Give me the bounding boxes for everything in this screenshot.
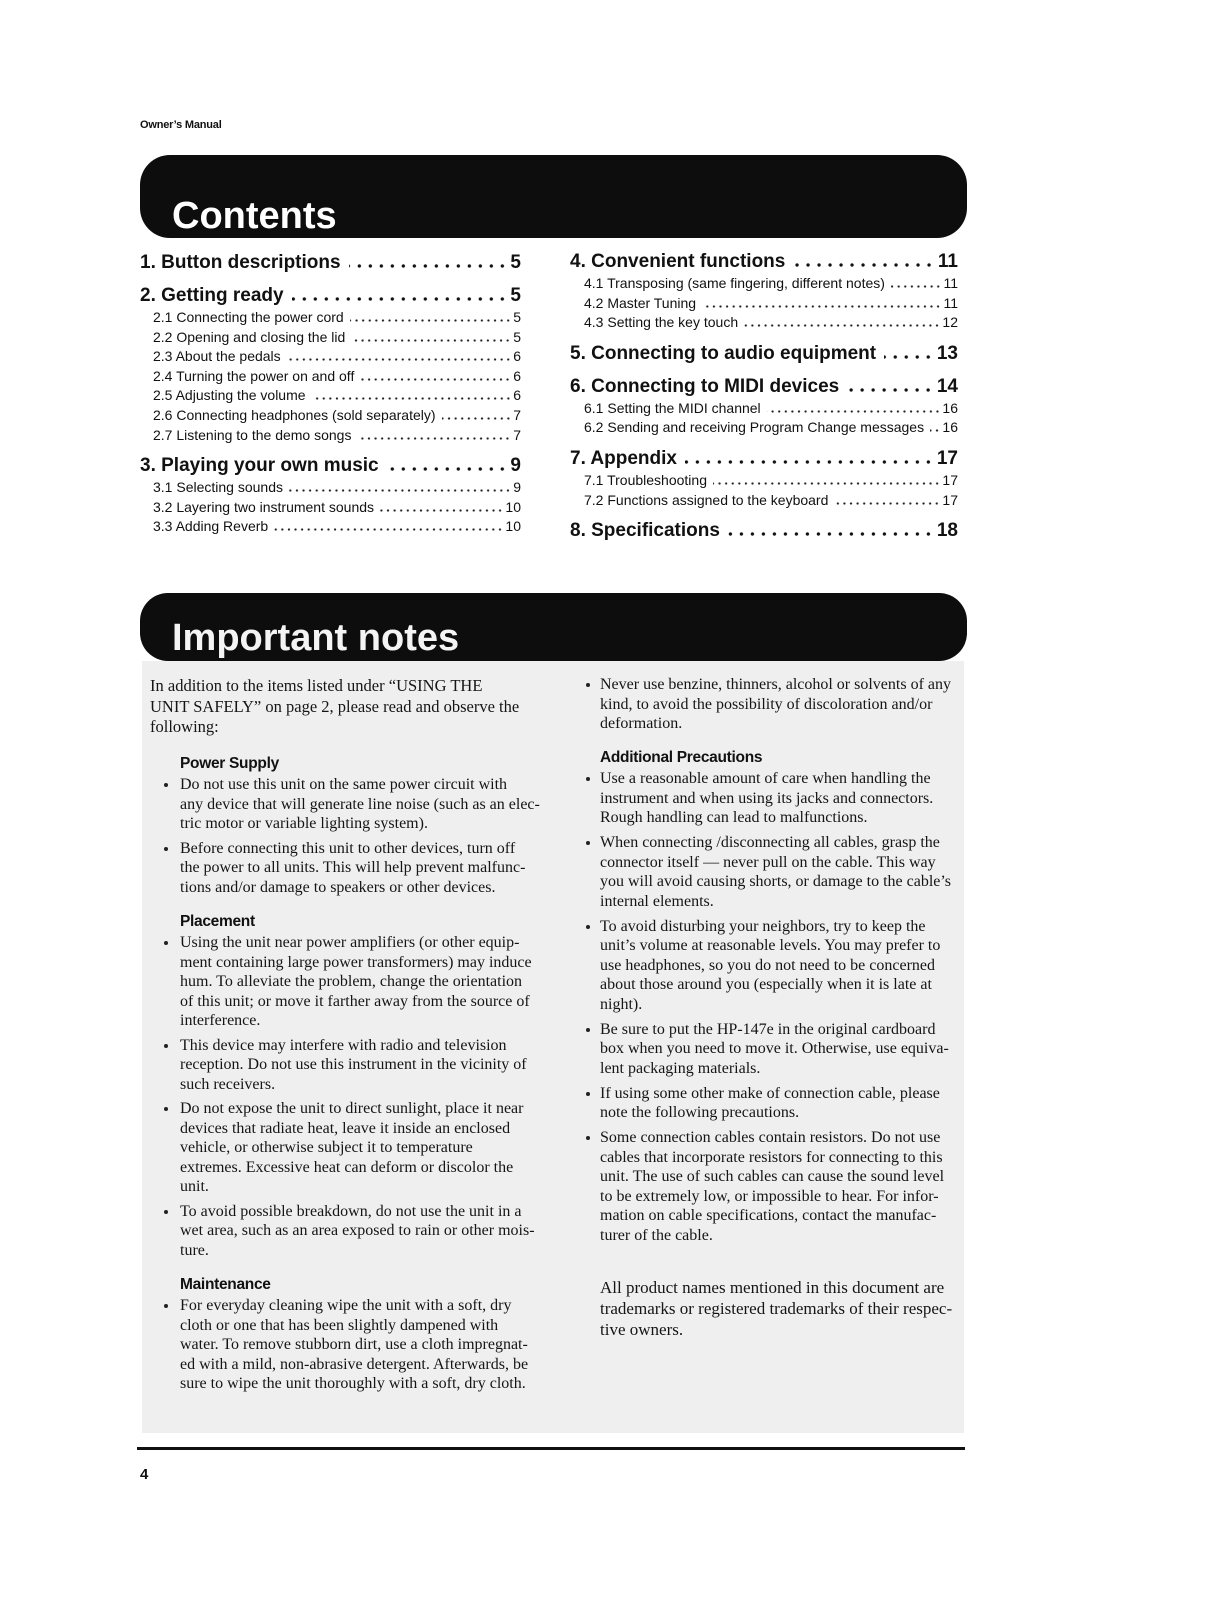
text-line: use headphones, so you do not need to be concerned [600,956,936,974]
toc-page-number: 10 [505,518,521,535]
bullet-item [180,839,550,898]
toc-entry [140,251,521,275]
bullet-marker-icon [164,1210,168,1214]
text-line: This device may interfere with radio and television [180,1036,507,1054]
dot-leader [728,532,934,536]
bullet-marker-icon [164,1044,168,1048]
bullet-marker-icon [164,1304,168,1308]
toc-page-number: 6 [513,387,521,404]
toc-entry-title: 2.2 Opening and closing the lid [153,328,346,345]
toc-entry-title: 7. Appendix [570,447,677,469]
toc-page-number: 5 [513,309,521,325]
toc-subentry [570,399,958,419]
text-line: When connecting /disconnecting all cables, grasp the [600,834,940,851]
toc-subentry [570,294,958,314]
toc-entry-title: 3.1 Selecting sounds [153,479,283,496]
dot-leader [930,429,940,432]
dot-leader [744,324,940,327]
text-line: sure to wipe the unit thoroughly with a soft, dry cloth. [180,1375,526,1392]
text-line: interference. [180,1012,261,1029]
toc-page-number: 11 [943,294,958,311]
bullet-item [600,675,965,734]
text-line: wet area, such as an area exposed to rain or other mois- [180,1222,535,1239]
toc-page-number: 6 [513,367,521,384]
toc-page-number: 17 [942,471,958,488]
text-line: unit’s volume at reasonable levels. You may prefer to [600,937,941,954]
toc-subentry [140,517,521,537]
toc-page-number: 11 [943,275,958,291]
text-line: water. To remove stubborn dirt, use a cloth impregnat- [180,1336,528,1353]
text-line: following: [150,717,219,736]
text-line: UNIT SAFELY” on page 2, please read and observe the [150,696,520,716]
text-line: tive owners. [600,1319,684,1339]
trademark-paragraph [600,1277,965,1340]
notes-section [180,1274,550,1394]
toc-entry-title: 2.3 About the pedals [153,348,281,365]
text-line: to be extremely low, or impossible to hear. For infor- [600,1187,939,1205]
text-line: If using some other make of connection cable, please [600,1084,940,1102]
toc-entry-title: 1. Button descriptions [140,252,341,273]
toc-heading [140,284,521,308]
toc-page-number: 7 [513,406,521,423]
toc-page-number: 11 [937,251,958,272]
section-heading: Maintenance [180,1276,271,1293]
toc-heading [570,342,958,366]
toc-entry [570,250,958,333]
bullet-marker-icon [164,847,168,851]
text-line: box when you need to move it. Otherwise, use equiva- [600,1040,949,1057]
toc-entry-title: 3.2 Layering two instrument sounds [153,498,375,515]
toc-entry-title: 6. Connecting to MIDI devices [570,375,840,397]
text-line: night). [600,995,643,1013]
bullet-item [180,775,550,834]
text-line: Never use benzine, thinners, alcohol or solvents of any [600,676,952,693]
dot-leader [287,358,512,361]
text-line: Rough handling can lead to malfunctions. [600,809,868,826]
dot-leader [380,509,503,512]
dot-leader [834,502,940,505]
text-line: Do not use this unit on the same power circuit with [180,776,508,793]
important-notes-title: Important notes [172,617,460,659]
text-line: cables that incorporate resistors for connecting to this [600,1148,943,1166]
toc-heading [570,447,958,471]
toc-entry-title: 6.1 Setting the MIDI channel [584,399,761,416]
text-line: mation on cable specifications, contact the manufac- [600,1207,937,1224]
contents-title: Contents [172,195,337,237]
dot-leader [312,397,512,400]
dot-leader [891,285,942,288]
bullet-item [180,1036,550,1095]
dot-leader [442,417,512,420]
toc-entry [570,342,958,366]
text-line: the power to all units. This will help prevent malfunc- [180,859,526,876]
toc-entry-title: 4. Convenient functions [570,251,786,272]
notes-left-column [150,676,550,1394]
toc-page-number: 12 [942,314,958,331]
toc-subentry [570,313,958,333]
toc-subentry [140,406,521,426]
text-line: internal elements. [600,892,714,910]
toc-entry-title: 4.1 Transposing (same fingering, different notes) [584,275,885,291]
dot-leader [351,339,511,342]
toc-entry-title: 2.4 Turning the power on and off [153,367,355,384]
running-header: Owner’s Manual [140,119,222,131]
toc-page-number: 16 [942,419,958,436]
notes-section [180,911,550,1260]
bullet-item [180,1202,550,1261]
text-line: Some connection cables contain resistors. Do not use [600,1129,941,1146]
toc-subentry [140,386,521,406]
bullet-marker-icon [586,1136,590,1140]
toc-subentry [140,426,521,446]
bullet-item [180,1099,550,1197]
dot-leader [274,528,503,531]
toc-page-number: 5 [510,252,521,273]
toc-subentry [140,328,521,348]
notes-right-column [600,675,965,1340]
toc-right-column [570,250,958,543]
toc-entry-title: 2.6 Connecting headphones (sold separately) [153,406,436,423]
dot-leader [793,263,935,267]
toc-entry-title: 8. Specifications [570,520,720,542]
text-line: kind, to avoid the possibility of discoloration and/or [600,695,933,713]
toc-entry [140,454,521,537]
section-heading: Placement [180,913,255,930]
bullet-marker-icon [164,941,168,945]
text-line: unit. [180,1178,209,1195]
text-line: For everyday cleaning wipe the unit with a soft, dry [180,1297,512,1314]
bullet-item [180,1296,550,1394]
toc-heading [570,375,958,399]
toc-page-number: 16 [942,399,958,416]
text-line: turer of the cable. [600,1226,713,1244]
toc-page-number: 14 [936,375,958,397]
toc-left-column [140,251,521,537]
toc-page-number: 17 [936,447,958,469]
text-line: instrument and when using its jacks and connectors. [600,789,934,807]
dot-leader [713,482,940,485]
dot-leader [767,410,941,413]
text-line: ture. [180,1241,209,1259]
dot-leader [349,264,508,268]
toc-heading [570,519,958,543]
bullet-marker-icon [586,1092,590,1096]
bullet-item [600,769,965,828]
toc-subentry [570,274,958,294]
section-heading: Additional Precautions [600,749,763,766]
toc-entry-title: 2.5 Adjusting the volume [153,387,306,404]
bullet-marker-icon [586,1028,590,1032]
text-line: extremes. Excessive heat can deform or discolor the [180,1158,514,1176]
toc-entry-title: 2.7 Listening to the demo songs [153,426,352,443]
toc-subentry [140,498,521,518]
notes-section [180,753,550,897]
toc-subentry [570,471,958,491]
toc-page-number: 6 [513,348,521,365]
dot-leader [387,467,508,471]
dot-leader [360,378,511,381]
bullet-marker-icon [586,683,590,687]
text-line: cloth or one that has been slightly dampened with [180,1316,499,1334]
toc-page-number: 17 [942,491,958,508]
toc-entry-title: 5. Connecting to audio equipment [570,342,877,364]
dot-leader [685,460,934,464]
section-heading: Power Supply [180,755,279,772]
toc-entry-title: 4.3 Setting the key touch [584,314,739,331]
toc-subentry [140,367,521,387]
bullet-marker-icon [586,925,590,929]
toc-entry-title: 7.2 Functions assigned to the keyboard [584,491,829,508]
intro-paragraph [150,676,550,738]
toc-subentry [140,478,521,498]
bullet-marker-icon [586,777,590,781]
toc-subentry [140,347,521,367]
dot-leader [292,297,508,301]
bullet-marker-icon [586,841,590,845]
text-line: Be sure to put the HP-147e in the original cardboard [600,1020,936,1038]
text-line: Use a reasonable amount of care when handling the [600,770,931,787]
bullet-item [600,1020,965,1079]
toc-entry [140,284,521,445]
bullet-item [600,833,965,911]
toc-subentry [570,491,958,511]
text-line: lent packaging materials. [600,1059,761,1077]
toc-subentry [140,308,521,328]
toc-entry-title: 2.1 Connecting the power cord [153,309,344,325]
text-line: you will avoid causing shorts, or damage to the cable’s [600,873,952,890]
text-line: unit. The use of such cables can cause the sound level [600,1168,945,1185]
text-line: of this unit; or move it farther away from the source of [180,992,530,1010]
toc-entry [570,375,958,438]
toc-heading [140,454,521,478]
toc-page-number: 7 [513,426,521,443]
text-line: Using the unit near power amplifiers (or other equip- [180,934,520,951]
toc-entry-title: 3. Playing your own music [140,455,379,477]
text-line: ed with a mild, non-abrasive detergent. Afterwards, be [180,1355,529,1373]
dot-leader [357,437,511,440]
text-line: All product names mentioned in this document are [600,1277,945,1297]
text-line: reception. Do not use this instrument in the vicinity of [180,1056,527,1073]
footer-rule [137,1447,965,1450]
text-line: any device that will generate line noise (such as an elec- [180,795,540,813]
dot-leader [289,489,511,492]
page-number: 4 [140,1466,149,1483]
toc-page-number: 9 [513,479,521,496]
bullet-item [180,933,550,1031]
dot-leader [847,388,934,392]
text-line: To avoid disturbing your neighbors, try to keep the [600,917,926,935]
bullet-item [600,1128,965,1245]
text-line: ment containing large power transformers) may induce [180,953,532,971]
toc-heading [570,250,958,274]
text-line: hum. To alleviate the problem, change the orientation [180,973,523,990]
text-line: tions and/or damage to speakers or other devices. [180,878,496,896]
text-line: To avoid possible breakdown, do not use the unit in a [180,1202,522,1220]
contents-banner [140,155,967,238]
toc-entry-title: 7.1 Troubleshooting [584,471,707,488]
bullet-item [600,917,965,1015]
toc-page-number: 9 [510,455,521,477]
toc-page-number: 5 [513,328,521,345]
text-line: deformation. [600,715,683,732]
toc-entry [570,447,958,510]
text-line: Do not expose the unit to direct sunlight, place it near [180,1100,524,1117]
bullet-marker-icon [164,783,168,787]
toc-entry-title: 6.2 Sending and receiving Program Change messages [584,419,925,436]
toc-entry [570,519,958,543]
dot-leader [350,319,512,322]
toc-page-number: 13 [936,342,958,364]
bullet-item [600,1084,965,1123]
toc-entry-title: 3.3 Adding Reverb [153,518,269,535]
text-line: connector itself — never pull on the cable. This way [600,853,936,871]
toc-entry-title: 4.2 Master Tuning [584,294,697,311]
dot-leader [702,305,941,308]
toc-page-number: 10 [505,498,521,515]
dot-leader [884,355,934,359]
toc-page-number: 5 [510,285,521,306]
text-line: devices that radiate heat, leave it inside an enclosed [180,1119,511,1137]
bullet-marker-icon [164,1107,168,1111]
notes-section [600,747,965,1245]
toc-entry-title: 2. Getting ready [140,285,284,306]
text-line: trademarks or registered trademarks of their respec- [600,1298,953,1318]
text-line: such receivers. [180,1075,276,1093]
text-line: vehicle, or otherwise subject it to temperature [180,1139,473,1156]
lead-bullets [600,675,965,734]
text-line: Before connecting this unit to other devices, turn off [180,839,516,857]
important-notes-banner [140,593,967,661]
toc-heading [140,251,521,275]
text-line: In addition to the items listed under “USING THE [150,676,483,695]
text-line: tric motor or variable lighting system). [180,815,428,832]
text-line: about those around you (especially when it is late at [600,976,932,993]
toc-page-number: 18 [936,520,958,542]
text-line: note the following precautions. [600,1104,800,1121]
toc-subentry [570,418,958,438]
